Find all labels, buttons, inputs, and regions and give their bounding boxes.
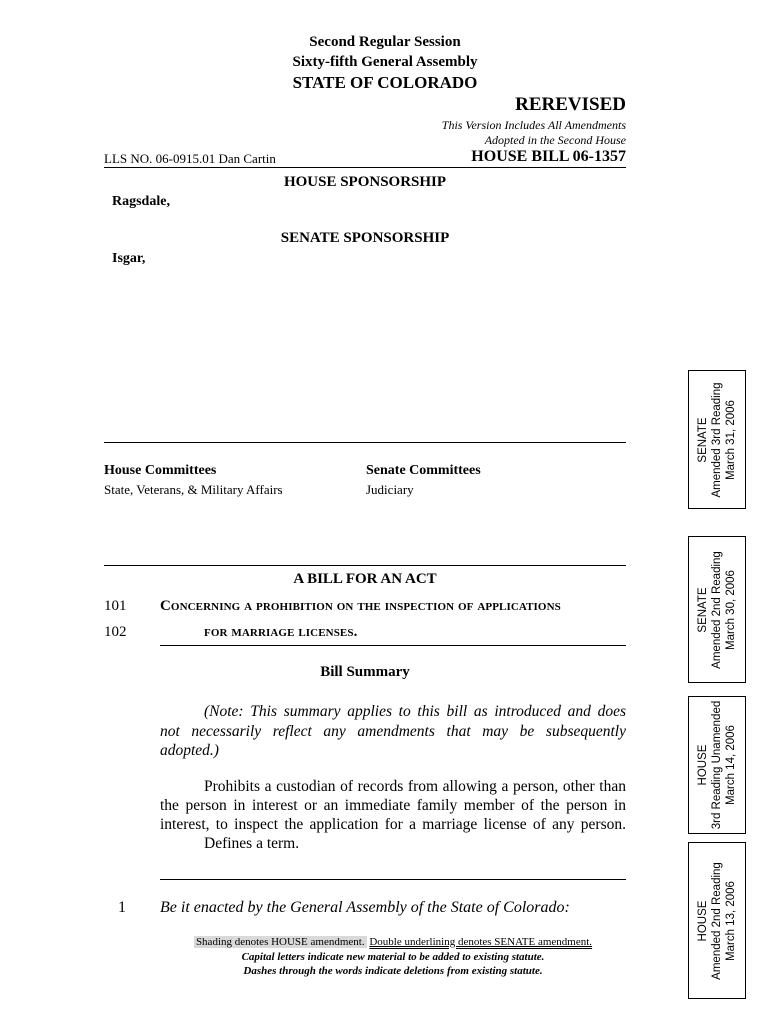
lls-number: LLS NO. 06-0915.01 Dan Cartin — [104, 151, 276, 166]
summary-line4: Defines a term. — [204, 835, 300, 852]
stamp-action: Amended 2nd Reading — [711, 861, 723, 980]
bill-summary-title: Bill Summary — [320, 664, 410, 680]
summary-line3: interest, to inspect the application for a marriage license of any person. — [160, 816, 626, 833]
note-line3: adopted.) — [160, 742, 219, 759]
senate-amendment-legend: Double underlining denotes SENATE amendment. — [369, 936, 593, 948]
bill-caption-line2: for marriage licenses. — [204, 624, 358, 640]
amendment-legend — [160, 936, 626, 948]
stamp-action: Amended 2nd Reading — [711, 550, 723, 669]
session-title: Second Regular Session — [309, 34, 461, 50]
stamp-house-3rd-unamended — [688, 696, 746, 834]
senate-committees-value: Judiciary — [366, 482, 414, 497]
act-top-rule — [104, 565, 626, 566]
dashes-legend: Dashes through the words indicate deletions from existing statute. — [243, 965, 543, 977]
version-note-line2: Adopted in the Second House — [484, 133, 626, 147]
header-rule — [104, 167, 626, 168]
enacting-clause: Be it enacted by the General Assembly of the State of Colorado: — [160, 899, 570, 916]
assembly-title: Sixty-fifth General Assembly — [292, 54, 478, 70]
bill-number: HOUSE BILL 06-1357 — [471, 148, 626, 165]
note-line1: (Note: This summary applies to this bill as introduced and does — [204, 703, 626, 720]
capital-letters-legend: Capital letters indicate new material to be added to existing statute. — [241, 951, 545, 963]
act-title: A BILL FOR AN ACT — [293, 571, 437, 587]
stamp-action: 3rd Reading Unamended — [711, 700, 723, 830]
committees-rule — [104, 442, 626, 443]
state-title: STATE OF COLORADO — [292, 73, 478, 92]
bill-caption-line1: Concerning a prohibition on the inspection of applications — [160, 598, 561, 614]
stamp-chamber: SENATE — [697, 586, 709, 633]
house-committees-value: State, Veterans, & Military Affairs — [104, 482, 283, 497]
stamp-date: March 31, 2006 — [725, 399, 737, 480]
stamp-date: March 13, 2006 — [725, 880, 737, 961]
line-number-1: 1 — [118, 899, 126, 916]
house-committees-title: House Committees — [104, 463, 217, 478]
version-note-line1: This Version Includes All Amendments — [441, 118, 626, 132]
stamp-house-amended-2nd — [688, 842, 746, 999]
house-sponsor: Ragsdale, — [112, 194, 170, 209]
stamp-action: Amended 3rd Reading — [711, 381, 723, 498]
senate-sponsor: Isgar, — [112, 251, 146, 266]
stamp-chamber: HOUSE — [697, 900, 709, 941]
summary-line1: Prohibits a custodian of records from allowing a person, other than — [204, 778, 626, 795]
line-number-102: 102 — [104, 624, 127, 640]
stamp-senate-amended-3rd — [688, 370, 746, 509]
stamp-chamber: HOUSE — [697, 744, 709, 786]
note-line2: not necessarily reflect any amendments that may be subsequently — [160, 723, 626, 740]
summary-line2: the person in interest or an immediate family member of the person in — [160, 797, 626, 814]
stamp-senate-amended-2nd — [688, 536, 746, 683]
stamp-date: March 14, 2006 — [725, 725, 737, 805]
status-label: REREVISED — [515, 94, 626, 115]
stamp-date: March 30, 2006 — [725, 569, 737, 650]
house-amendment-legend: Shading denotes HOUSE amendment. — [195, 936, 365, 948]
senate-sponsorship-title: SENATE SPONSORSHIP — [280, 230, 450, 246]
line-number-101: 101 — [104, 598, 127, 614]
stamp-chamber: SENATE — [697, 416, 709, 463]
summary-bottom-rule — [160, 879, 626, 880]
house-sponsorship-title: HOUSE SPONSORSHIP — [283, 174, 447, 190]
senate-committees-title: Senate Committees — [366, 463, 481, 478]
act-bottom-rule — [160, 645, 626, 646]
